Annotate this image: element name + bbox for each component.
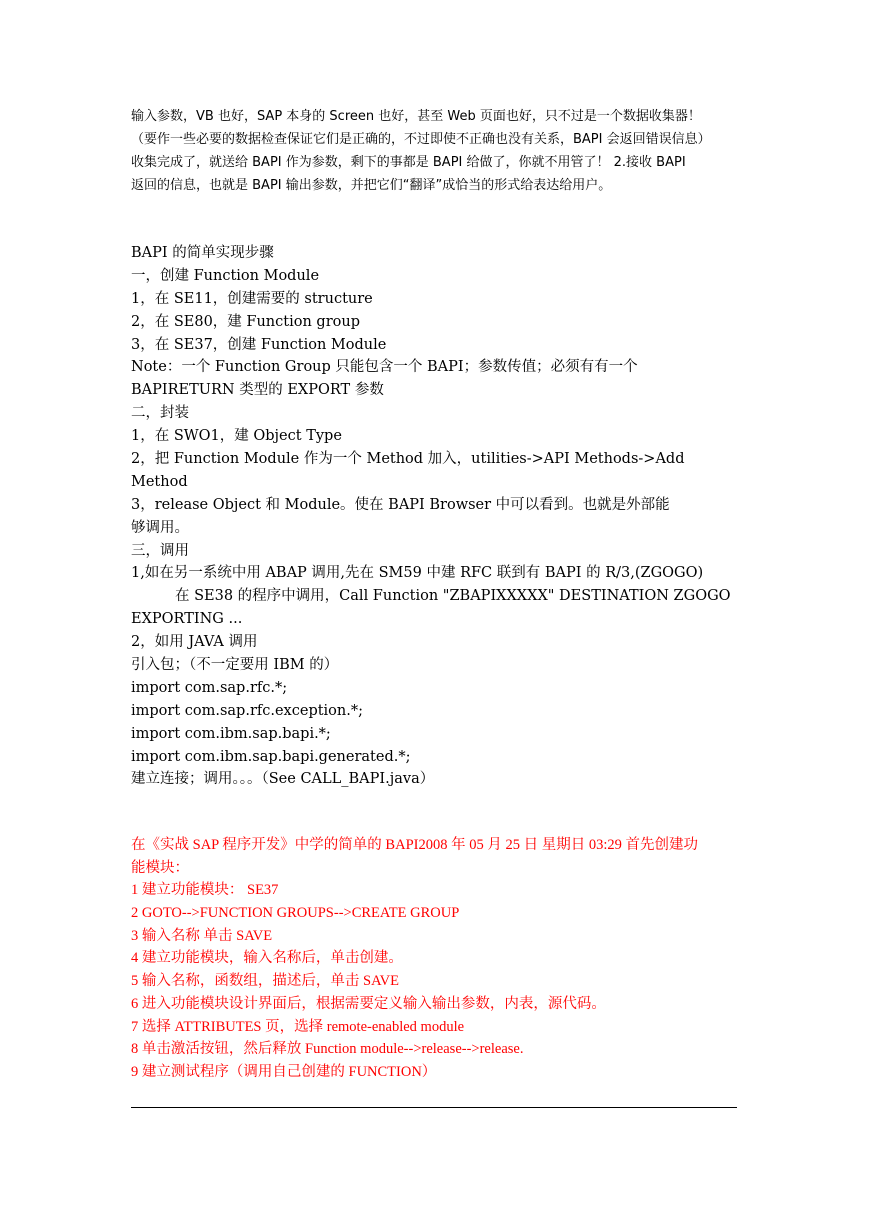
step-line: 够调用。 xyxy=(131,519,189,536)
step-line: 3，在 SE37，创建 Function Module xyxy=(131,336,387,353)
red-line: 5 输入名称，函数组，描述后，单击 SAVE xyxy=(131,973,399,990)
step-heading: 三，调用 xyxy=(131,542,189,559)
note-line: BAPIRETURN 类型的 EXPORT 参数 xyxy=(131,382,384,399)
step-line: 2，把 Function Module 作为一个 Method 加入，utilities->API Methods->Add xyxy=(131,451,685,468)
step-line: 引入包；（不一定要用 IBM 的） xyxy=(131,657,339,674)
intro-line: 收集完成了，就送给 BAPI 作为参数，剩下的事都是 BAPI 给做了，你就不用管了！ 2.接收 BAPI xyxy=(131,155,686,170)
red-line: 3 输入名称 单击 SAVE xyxy=(131,927,273,944)
red-line: 8 单击激活按钮，然后释放 Function module-->release-->release. xyxy=(131,1041,524,1058)
code-line: import com.sap.rfc.exception.*; xyxy=(131,702,363,719)
step-line: EXPORTING ... xyxy=(131,611,243,628)
red-line: 4 建立功能模块，输入名称后，单击创建。 xyxy=(131,950,403,967)
code-line: import com.ibm.sap.bapi.*; xyxy=(131,725,331,742)
step-line: 1，在 SWO1，建 Object Type xyxy=(131,428,342,445)
step-line: 建立连接；调用。。。（See CALL_BAPI.java） xyxy=(131,771,435,788)
code-line: import com.ibm.sap.bapi.generated.*; xyxy=(131,748,411,765)
red-line: 6 进入功能模块设计界面后，根据需要定义输入输出参数，内表，源代码。 xyxy=(131,995,606,1012)
red-line: 能模块： xyxy=(131,859,189,876)
red-notes-section xyxy=(131,834,741,1084)
step-line: 1,如在另一系统中用 ABAP 调用,先在 SM59 中建 RFC 联到有 BAPI 的 R/3,(ZGOGO) xyxy=(131,565,704,582)
step-line: 在 SE38 的程序中调用，Call Function "ZBAPIXXXXX" DESTINATION ZGOGO xyxy=(175,588,731,605)
red-line: 7 选择 ATTRIBUTES 页，选择 remote-enabled module xyxy=(131,1018,465,1035)
intro-line: 输入参数，VB 也好，SAP 本身的 Screen 也好，甚至 Web 页面也好，只不过是一个数据收集器！ xyxy=(131,109,701,124)
step-line: 3，release Object 和 Module。使在 BAPI Browser 中可以看到。也就是外部能 xyxy=(131,496,670,513)
note-line: Note：一个 Function Group 只能包含一个 BAPI；参数传值；必须有有一个 xyxy=(131,359,638,376)
red-line: 2 GOTO-->FUNCTION GROUPS-->CREATE GROUP xyxy=(131,905,460,922)
intro-line: （要作一些必要的数据检查保证它们是正确的，不过即使不正确也没有关系，BAPI 会返回错误信息） xyxy=(131,132,711,147)
bapi-steps-section xyxy=(131,242,741,791)
step-line: Method xyxy=(131,473,188,490)
red-line: 9 建立测试程序（调用自己创建的 FUNCTION） xyxy=(131,1063,437,1080)
section-heading: BAPI 的简单实现步骤 xyxy=(131,245,274,261)
red-line: 在《实战 SAP 程序开发》中学的简单的 BAPI2008 年 05 月 25 日 星期日 03:29 首先创建功 xyxy=(131,837,698,853)
step-heading: 一，创建 Function Module xyxy=(131,267,320,284)
step-line: 1，在 SE11，创建需要的 structure xyxy=(131,290,373,307)
step-line: 2，如用 JAVA 调用 xyxy=(131,634,258,651)
red-line: 1 建立功能模块： SE37 xyxy=(131,882,279,899)
intro-paragraph xyxy=(131,105,741,197)
step-line: 2，在 SE80，建 Function group xyxy=(131,313,360,330)
intro-line: 返回的信息，也就是 BAPI 输出参数，并把它们“翻译”成恰当的形式给表达给用户。 xyxy=(131,178,612,193)
horizontal-rule xyxy=(131,1107,737,1108)
code-line: import com.sap.rfc.*; xyxy=(131,679,288,696)
step-heading: 二，封装 xyxy=(131,405,189,422)
